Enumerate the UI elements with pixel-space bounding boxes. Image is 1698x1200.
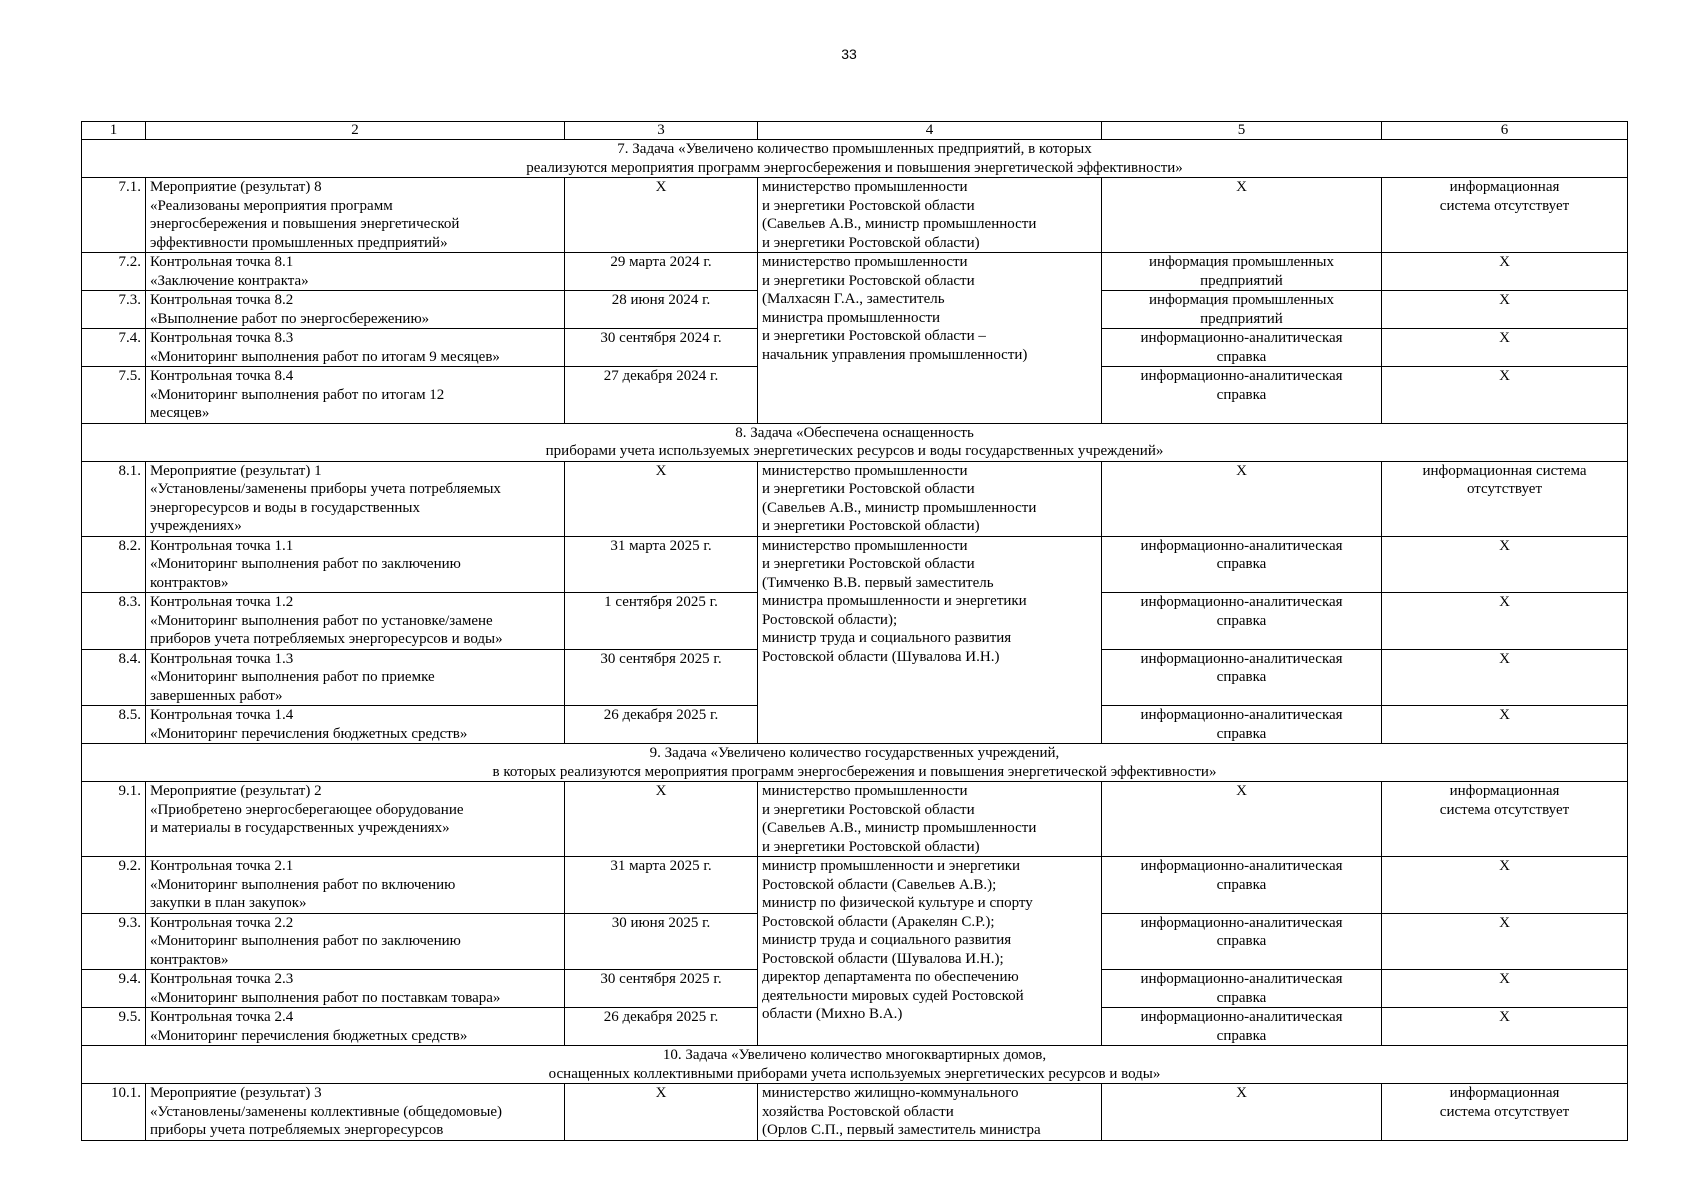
cell-line: 9. Задача «Увеличено количество государственных учреждений, — [649, 745, 1060, 761]
cell-line: справка — [1216, 669, 1267, 685]
cell-line: 7.2. — [118, 254, 141, 270]
deadline-cell — [565, 536, 758, 593]
deadline-cell — [565, 253, 758, 291]
cell-line: министерство промышленности — [762, 462, 968, 479]
cell-line: Контрольная точка 2.3 — [150, 971, 294, 987]
task-title — [82, 744, 1628, 782]
info-system-cell — [1382, 913, 1628, 970]
cell-line: «Приобретено энергосберегающее оборудование — [150, 801, 464, 818]
document-cell — [1102, 649, 1382, 706]
cell-line: X — [1499, 971, 1510, 987]
cell-line: приборы учета потребляемых энергоресурсов — [150, 1122, 444, 1138]
cell-line: справка — [1216, 933, 1267, 949]
table-row — [82, 536, 1628, 593]
measure-cell — [146, 649, 565, 706]
cell-line: министр труда и социального развития — [762, 932, 1012, 948]
cell-line: справка — [1216, 386, 1267, 403]
responsible-cell — [758, 536, 1102, 744]
deadline-cell — [565, 461, 758, 536]
table-row — [82, 253, 1628, 291]
cell-line: 8.1. — [118, 462, 141, 479]
document-cell — [1102, 970, 1382, 1008]
cell-line: энергосбережения и повышения энергетической — [150, 216, 460, 232]
cell-line: 30 сентября 2025 г. — [600, 971, 722, 987]
cell-line: 31 марта 2025 г. — [610, 537, 712, 554]
cell-line: 27 декабря 2024 г. — [603, 368, 719, 384]
cell-line: X — [655, 1085, 667, 1101]
document-cell — [1102, 1008, 1382, 1046]
cell-line: «Мониторинг выполнения работ по итогам 12 — [150, 386, 445, 403]
deadline-cell — [565, 178, 758, 253]
document-cell — [1102, 706, 1382, 744]
table-row — [82, 1084, 1628, 1141]
cell-line: 9.4. — [118, 971, 141, 987]
responsible-cell — [758, 178, 1102, 253]
cell-line: министерство промышленности — [762, 254, 968, 270]
deadline-cell — [565, 329, 758, 367]
cell-line: министерство промышленности — [762, 783, 968, 799]
row-number — [82, 1084, 146, 1141]
cell-line: и энергетики Ростовской области — [762, 197, 975, 214]
info-system-cell — [1382, 178, 1628, 253]
deadline-cell — [565, 857, 758, 914]
cell-line: 8.3. — [118, 594, 141, 610]
measure-cell — [146, 536, 565, 593]
document-cell — [1102, 461, 1382, 536]
cell-line: предприятий — [1200, 310, 1283, 327]
cell-line: информация промышленных — [1149, 292, 1334, 308]
cell-line: Контрольная точка 1.1 — [150, 537, 294, 554]
cell-line: эффективности промышленных предприятий» — [150, 234, 448, 251]
document-cell — [1102, 857, 1382, 914]
info-system-cell — [1382, 536, 1628, 593]
document-cell — [1102, 593, 1382, 650]
cell-line: в которых реализуются мероприятия программ энергосбережения и повышения энергетической эффективности» — [492, 763, 1217, 780]
cell-line: 7. Задача «Увеличено количество промышленных предприятий, в которых — [617, 141, 1092, 157]
cell-line: министерство промышленности — [762, 179, 968, 195]
cell-line: справка — [1216, 556, 1267, 572]
cell-line: X — [1499, 707, 1510, 723]
deadline-cell — [565, 649, 758, 706]
cell-line: Ростовской области (Шувалова И.Н.); — [762, 950, 1004, 967]
row-number — [82, 1008, 146, 1046]
cell-line: «Мониторинг выполнения работ по итогам 9 месяцев» — [150, 348, 500, 365]
cell-line: «Мониторинг выполнения работ по установке/замене — [150, 612, 493, 629]
cell-line: 7.1. — [118, 179, 141, 195]
cell-line: справка — [1216, 612, 1267, 629]
cell-line: информационно-аналитическая — [1140, 1009, 1343, 1025]
deadline-cell — [565, 1084, 758, 1141]
row-number — [82, 593, 146, 650]
deadline-cell — [565, 593, 758, 650]
info-system-cell — [1382, 649, 1628, 706]
cell-line: 3 — [657, 122, 665, 138]
cell-line: X — [1236, 179, 1247, 195]
cell-line: 10.1. — [111, 1085, 141, 1101]
cell-line: 31 марта 2025 г. — [610, 858, 712, 874]
cell-line: Контрольная точка 8.1 — [150, 254, 294, 270]
cell-line: Ростовской области (Савельев А.В.); — [762, 876, 997, 893]
cell-line: министра промышленности и энергетики — [762, 593, 1027, 609]
page-number: 33 — [841, 46, 857, 62]
cell-line: 1 сентября 2025 г. — [604, 594, 718, 610]
cell-line: и энергетики Ростовской области) — [762, 234, 980, 251]
cell-line: 8. Задача «Обеспечена оснащенность — [735, 424, 974, 441]
document-cell — [1102, 536, 1382, 593]
responsible-cell — [758, 782, 1102, 857]
measure-cell — [146, 1084, 565, 1141]
cell-line: и энергетики Ростовской области — [762, 481, 975, 497]
info-system-cell — [1382, 1008, 1628, 1046]
cell-line: и энергетики Ростовской области) — [762, 518, 980, 534]
cell-line: «Реализованы мероприятия программ — [150, 197, 393, 214]
cell-line: Ростовской области (Аракелян С.Р.); — [762, 913, 995, 930]
cell-line: реализуются мероприятия программ энергосбережения и повышения энергетической эффективности» — [526, 159, 1183, 176]
cell-line: (Малхасян Г.А., заместитель — [762, 291, 945, 307]
cell-line: «Заключение контракта» — [150, 272, 309, 289]
cell-line: «Установлены/заменены приборы учета потребляемых — [150, 481, 501, 497]
row-number — [82, 649, 146, 706]
cell-line: 4 — [925, 122, 934, 138]
document-cell — [1102, 782, 1382, 857]
cell-line: области (Михно В.А.) — [762, 1006, 903, 1022]
cell-line: приборов учета потребляемых энергоресурсов и воды» — [150, 631, 503, 647]
cell-line: справка — [1216, 348, 1267, 365]
cell-line: X — [1236, 462, 1247, 479]
responsible-cell — [758, 253, 1102, 424]
cell-line: «Мониторинг перечисления бюджетных средств» — [150, 725, 468, 742]
cell-line: X — [1236, 1085, 1247, 1101]
column-number-3 — [565, 122, 758, 140]
cell-line: отсутствует — [1466, 481, 1543, 497]
cell-line: информация промышленных — [1149, 254, 1334, 270]
row-number — [82, 253, 146, 291]
cell-line: и материалы в государственных учреждениях» — [150, 820, 450, 836]
info-system-cell — [1382, 782, 1628, 857]
cell-line: Мероприятие (результат) 3 — [150, 1085, 322, 1101]
cell-line: информационно-аналитическая — [1140, 858, 1343, 874]
cell-line: справка — [1216, 725, 1267, 742]
row-number — [82, 536, 146, 593]
cell-line: 30 июня 2025 г. — [611, 914, 711, 931]
cell-line: приборами учета используемых энергетических ресурсов и воды государственных учреждений» — [545, 443, 1164, 459]
cell-line: X — [1499, 594, 1510, 610]
cell-line: Контрольная точка 1.2 — [150, 594, 294, 610]
cell-line: информационно-аналитическая — [1140, 330, 1343, 346]
row-number — [82, 291, 146, 329]
info-system-cell — [1382, 970, 1628, 1008]
responsible-cell — [758, 461, 1102, 536]
cell-line: X — [655, 462, 667, 479]
cell-line: X — [1499, 254, 1510, 270]
cell-line: 30 сентября 2024 г. — [600, 330, 722, 346]
deadline-cell — [565, 367, 758, 424]
cell-line: 29 марта 2024 г. — [610, 254, 712, 270]
cell-line: 9.2. — [118, 858, 141, 874]
cell-line: 9.5. — [118, 1009, 141, 1025]
cell-line: X — [1499, 537, 1510, 554]
cell-line: (Савельев А.В., министр промышленности — [762, 499, 1037, 516]
cell-line: 8.5. — [118, 707, 141, 723]
cell-line: Мероприятие (результат) 1 — [150, 462, 322, 479]
row-number — [82, 706, 146, 744]
cell-line: 30 сентября 2025 г. — [600, 650, 722, 667]
cell-line: контрактов» — [150, 574, 229, 591]
column-number-row — [82, 122, 1628, 140]
cell-line: 8.2. — [118, 537, 141, 554]
measure-cell — [146, 857, 565, 914]
cell-line: 2 — [351, 122, 359, 138]
info-system-cell — [1382, 367, 1628, 424]
cell-line: министр промышленности и энергетики — [762, 858, 1021, 874]
info-system-cell — [1382, 291, 1628, 329]
cell-line: X — [1499, 914, 1510, 931]
cell-line: X — [1236, 783, 1247, 799]
cell-line: оснащенных коллективными приборами учета используемых энергетических ресурсов и воды» — [548, 1065, 1161, 1082]
cell-line: 6 — [1500, 122, 1509, 138]
row-number — [82, 857, 146, 914]
measure-cell — [146, 970, 565, 1008]
cell-line: 7.4. — [118, 330, 141, 346]
cell-line: завершенных работ» — [150, 687, 283, 704]
cell-line: (Савельев А.В., министр промышленности — [762, 820, 1037, 836]
cell-line: информационная — [1449, 1085, 1560, 1101]
cell-line: Контрольная точка 8.2 — [150, 292, 294, 308]
cell-line: Контрольная точка 1.4 — [150, 707, 294, 723]
responsible-cell — [758, 857, 1102, 1046]
cell-line: учреждениях» — [150, 518, 242, 534]
row-number — [82, 913, 146, 970]
cell-line: информационная — [1449, 179, 1560, 195]
cell-line: министр по физической культуре и спорту — [762, 895, 1033, 911]
cell-line: Контрольная точка 8.4 — [150, 368, 294, 384]
cell-line: «Мониторинг выполнения работ по заключению — [150, 933, 461, 949]
cell-line: и энергетики Ростовской области — [762, 556, 975, 572]
cell-line: контрактов» — [150, 951, 229, 968]
row-number — [82, 782, 146, 857]
cell-line: «Мониторинг выполнения работ по включению — [150, 876, 456, 893]
task-row — [82, 423, 1628, 461]
info-system-cell — [1382, 329, 1628, 367]
measure-cell — [146, 461, 565, 536]
cell-line: 5 — [1237, 122, 1246, 138]
cell-line: (Орлов С.П., первый заместитель министра — [762, 1122, 1041, 1138]
document-cell — [1102, 367, 1382, 424]
deadline-cell — [565, 706, 758, 744]
column-number-2 — [146, 122, 565, 140]
measure-cell — [146, 913, 565, 970]
deadline-cell — [565, 782, 758, 857]
cell-line: система отсутствует — [1439, 1103, 1570, 1120]
cell-line: предприятий — [1200, 272, 1283, 289]
cell-line: 9.3. — [118, 914, 141, 931]
document-cell — [1102, 1084, 1382, 1141]
cell-line: X — [1499, 368, 1510, 384]
cell-line: (Савельев А.В., министр промышленности — [762, 216, 1037, 232]
table-row — [82, 857, 1628, 914]
cell-line: министерство промышленности — [762, 537, 968, 554]
info-system-cell — [1382, 461, 1628, 536]
cell-line: 7.5. — [118, 368, 141, 384]
cell-line: Контрольная точка 2.1 — [150, 858, 294, 874]
cell-line: 9.1. — [118, 783, 141, 799]
deadline-cell — [565, 913, 758, 970]
cell-line: X — [1499, 292, 1510, 308]
cell-line: X — [1499, 330, 1510, 346]
cell-line: 28 июня 2024 г. — [611, 292, 711, 308]
measure-cell — [146, 367, 565, 424]
document-cell — [1102, 178, 1382, 253]
measure-cell — [146, 593, 565, 650]
task-row — [82, 140, 1628, 178]
task-row — [82, 744, 1628, 782]
document-cell — [1102, 913, 1382, 970]
cell-line: информационно-аналитическая — [1140, 914, 1343, 931]
cell-line: «Мониторинг выполнения работ по поставкам товара» — [150, 989, 501, 1006]
measure-cell — [146, 291, 565, 329]
responsible-cell — [758, 1084, 1102, 1141]
cell-line: X — [655, 783, 667, 799]
table-row — [82, 178, 1628, 253]
cell-line: информационно-аналитическая — [1140, 368, 1343, 384]
cell-line: закупки в план закупок» — [150, 895, 307, 911]
document-cell — [1102, 329, 1382, 367]
task-title — [82, 140, 1628, 178]
cell-line: информационно-аналитическая — [1140, 707, 1343, 723]
cell-line: «Мониторинг перечисления бюджетных средств» — [150, 1027, 468, 1044]
cell-line: директор департамента по обеспечению — [762, 969, 1019, 985]
table-row — [82, 461, 1628, 536]
info-system-cell — [1382, 706, 1628, 744]
cell-line: и энергетики Ростовской области — [762, 801, 975, 818]
table-row — [82, 782, 1628, 857]
cell-line: X — [1499, 1009, 1510, 1025]
cell-line: 8.4. — [118, 650, 141, 667]
measure-cell — [146, 782, 565, 857]
cell-line: «Мониторинг выполнения работ по заключению — [150, 556, 461, 572]
measure-cell — [146, 706, 565, 744]
cell-line: информационно-аналитическая — [1140, 650, 1343, 667]
task-row — [82, 1046, 1628, 1084]
document-cell — [1102, 291, 1382, 329]
cell-line: «Установлены/заменены коллективные (общедомовые) — [150, 1103, 502, 1120]
cell-line: (Тимченко В.В. первый заместитель — [762, 574, 994, 591]
cell-line: 26 декабря 2025 г. — [603, 707, 719, 723]
row-number — [82, 178, 146, 253]
cell-line: X — [655, 179, 667, 195]
plan-table — [81, 121, 1628, 1141]
row-number — [82, 329, 146, 367]
cell-line: X — [1499, 858, 1510, 874]
cell-line: деятельности мировых судей Ростовской — [762, 987, 1024, 1004]
cell-line: Контрольная точка 8.3 — [150, 330, 294, 346]
cell-line: 7.3. — [118, 292, 141, 308]
cell-line: Контрольная точка 2.4 — [150, 1009, 294, 1025]
cell-line: министр труда и социального развития — [762, 630, 1012, 646]
info-system-cell — [1382, 593, 1628, 650]
cell-line: министерство жилищно-коммунального — [762, 1085, 1019, 1101]
cell-line: информационно-аналитическая — [1140, 594, 1343, 610]
cell-line: справка — [1216, 1027, 1267, 1044]
cell-line: справка — [1216, 876, 1267, 893]
cell-line: система отсутствует — [1439, 197, 1570, 214]
row-number — [82, 970, 146, 1008]
cell-line: 1 — [109, 122, 118, 138]
info-system-cell — [1382, 253, 1628, 291]
column-number-6 — [1382, 122, 1628, 140]
cell-line: Ростовской области); — [762, 611, 898, 628]
cell-line: начальник управления промышленности) — [762, 346, 1028, 363]
cell-line: X — [1499, 650, 1510, 667]
cell-line: «Мониторинг выполнения работ по приемке — [150, 669, 435, 685]
cell-line: Контрольная точка 2.2 — [150, 914, 294, 931]
cell-line: Контрольная точка 1.3 — [150, 650, 294, 667]
cell-line: Мероприятие (результат) 8 — [150, 179, 322, 195]
cell-line: система отсутствует — [1439, 801, 1570, 818]
cell-line: информационная система — [1422, 462, 1587, 479]
measure-cell — [146, 178, 565, 253]
cell-line: хозяйства Ростовской области — [762, 1103, 954, 1120]
row-number — [82, 367, 146, 424]
column-number-5 — [1102, 122, 1382, 140]
cell-line: Ростовской области (Шувалова И.Н.) — [762, 648, 1000, 665]
measure-cell — [146, 1008, 565, 1046]
cell-line: информационно-аналитическая — [1140, 537, 1343, 554]
cell-line: справка — [1216, 989, 1267, 1006]
row-number — [82, 461, 146, 536]
cell-line: энергоресурсов и воды в государственных — [150, 499, 420, 516]
measure-cell — [146, 329, 565, 367]
cell-line: Мероприятие (результат) 2 — [150, 783, 322, 799]
deadline-cell — [565, 1008, 758, 1046]
column-number-1 — [82, 122, 146, 140]
column-number-4 — [758, 122, 1102, 140]
task-title — [82, 1046, 1628, 1084]
cell-line: информационная — [1449, 783, 1560, 799]
cell-line: 10. Задача «Увеличено количество многоквартирных домов, — [662, 1047, 1047, 1063]
cell-line: информационно-аналитическая — [1140, 971, 1343, 987]
cell-line: министра промышленности — [762, 309, 941, 326]
info-system-cell — [1382, 857, 1628, 914]
task-title — [82, 423, 1628, 461]
cell-line: и энергетики Ростовской области – — [762, 328, 986, 344]
document-cell — [1102, 253, 1382, 291]
cell-line: месяцев» — [150, 405, 210, 421]
cell-line: и энергетики Ростовской области — [762, 272, 975, 289]
cell-line: «Выполнение работ по энергосбережению» — [150, 310, 430, 327]
cell-line: 26 декабря 2025 г. — [603, 1009, 719, 1025]
cell-line: и энергетики Ростовской области) — [762, 838, 980, 855]
deadline-cell — [565, 970, 758, 1008]
deadline-cell — [565, 291, 758, 329]
measure-cell — [146, 253, 565, 291]
info-system-cell — [1382, 1084, 1628, 1141]
